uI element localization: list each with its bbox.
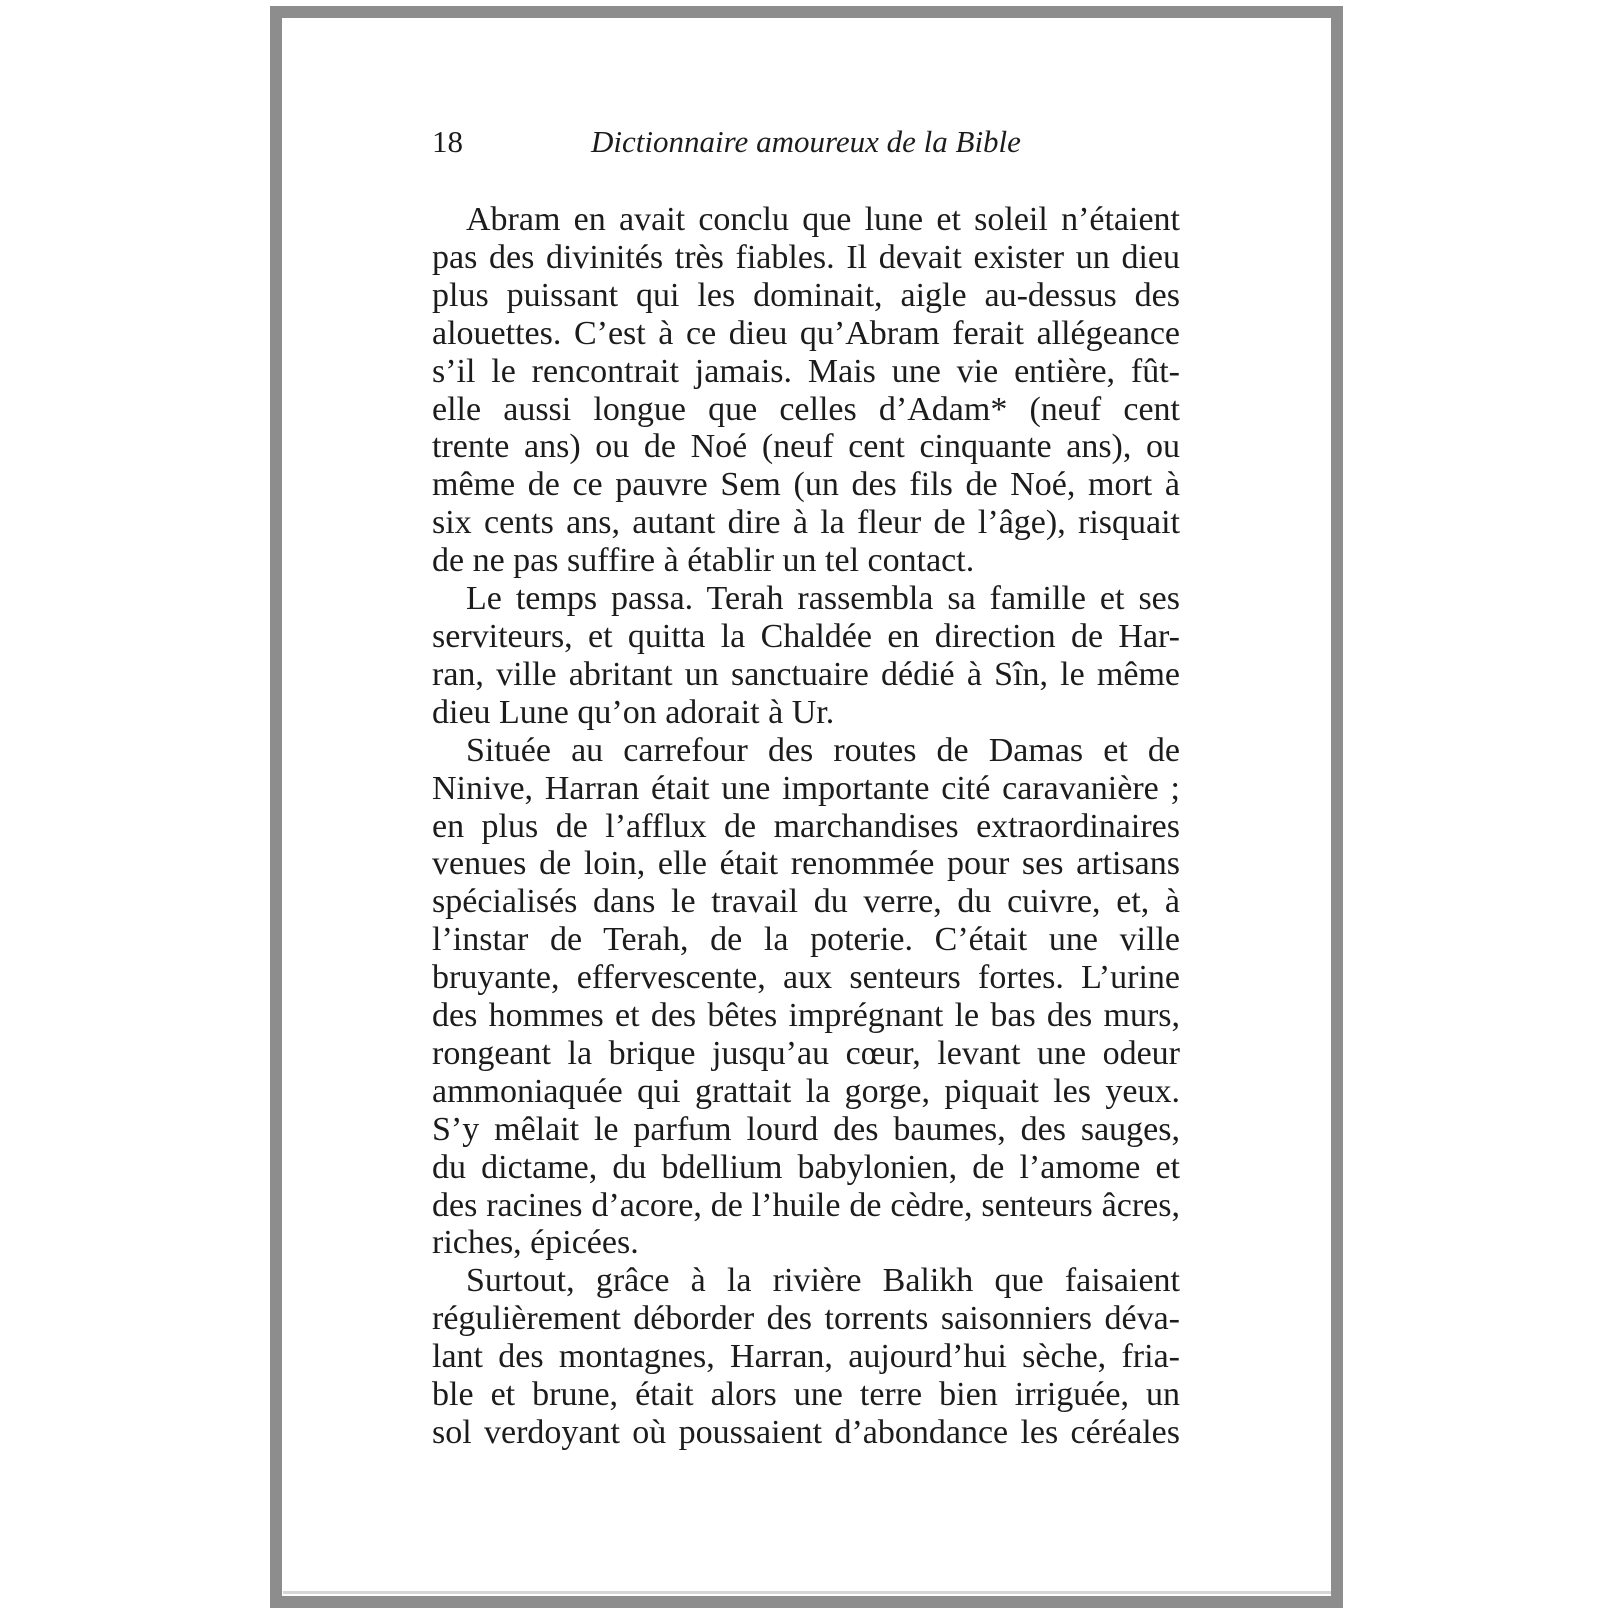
text-line: ammoniaquée qui grattait la gorge, piquait les yeux.	[432, 1072, 1180, 1110]
text-line: serviteurs, et quitta la Chaldée en direction de Har-	[432, 617, 1180, 655]
text-line: lant des montagnes, Harran, aujourd’hui sèche, fria-	[432, 1338, 1180, 1376]
text-line: Surtout, grâce à la rivière Balikh que faisaient	[466, 1262, 1180, 1300]
text-line: des hommes et des bêtes imprégnant le bas des murs,	[432, 997, 1180, 1035]
text-line: plus puissant qui les dominait, aigle au-dessus des	[432, 276, 1180, 314]
text-line: pas des divinités très fiables. Il devait exister un dieu	[432, 238, 1180, 276]
text-line: l’instar de Terah, de la poterie. C’était une ville	[432, 921, 1180, 959]
running-title: Dictionnaire amoureux de la Bible	[591, 124, 1021, 159]
text-line: en plus de l’afflux de marchandises extraordinaires	[432, 807, 1180, 845]
text-line: Située au carrefour des routes de Damas et de	[466, 731, 1180, 769]
text-line: riches, épicées.	[432, 1224, 639, 1262]
text-line: régulièrement déborder des torrents saisonniers déva-	[432, 1300, 1180, 1338]
text-line: des racines d’acore, de l’huile de cèdre, senteurs âcres,	[432, 1186, 1180, 1224]
running-head	[432, 124, 1180, 164]
text-line: venues de loin, elle était renommée pour ses artisans	[432, 845, 1180, 883]
text-line: bruyante, effervescente, aux senteurs fortes. L’urine	[432, 959, 1180, 997]
text-line: du dictame, du bdellium babylonien, de l’amome et	[432, 1148, 1180, 1186]
text-line: Abram en avait conclu que lune et soleil n’étaient	[466, 201, 1180, 238]
text-line: Le temps passa. Terah rassembla sa famille et ses	[466, 580, 1180, 618]
page-edge-shadow	[283, 1591, 1331, 1594]
text-line: alouettes. C’est à ce dieu qu’Abram ferait allégeance	[432, 314, 1180, 352]
paragraph	[432, 732, 1180, 1263]
text-line: s’il le rencontrait jamais. Mais une vie entière, fût-	[432, 352, 1180, 390]
text-line: sol verdoyant où poussaient d’abondance les céréales	[432, 1414, 1180, 1451]
text-line: trente ans) ou de Noé (neuf cent cinquante ans), ou	[432, 428, 1180, 466]
text-line: spécialisés dans le travail du verre, du cuivre, et, à	[432, 883, 1180, 921]
text-line: six cents ans, autant dire à la fleur de l’âge), risquait	[432, 504, 1180, 542]
text-line: dieu Lune qu’on adorait à Ur.	[432, 693, 835, 731]
page-number: 18	[432, 124, 463, 159]
text-line: même de ce pauvre Sem (un des fils de Noé, mort à	[432, 466, 1180, 504]
text-line: Ninive, Harran était une importante cité caravanière ;	[432, 769, 1180, 807]
paragraph	[432, 201, 1180, 580]
text-line: elle aussi longue que celles d’Adam* (neuf cent	[432, 390, 1180, 428]
body-text	[432, 201, 1180, 1452]
paragraph	[432, 1262, 1180, 1452]
text-line: ble et brune, était alors une terre bien irriguée, un	[432, 1376, 1180, 1414]
text-line: rongeant la brique jusqu’au cœur, levant une odeur	[432, 1034, 1180, 1072]
text-line: ran, ville abritant un sanctuaire dédié à Sîn, le même	[432, 655, 1180, 693]
text-line: S’y mêlait le parfum lourd des baumes, des sauges,	[432, 1110, 1180, 1148]
text-line: de ne pas suffire à établir un tel contact.	[432, 542, 975, 580]
paragraph	[432, 580, 1180, 732]
